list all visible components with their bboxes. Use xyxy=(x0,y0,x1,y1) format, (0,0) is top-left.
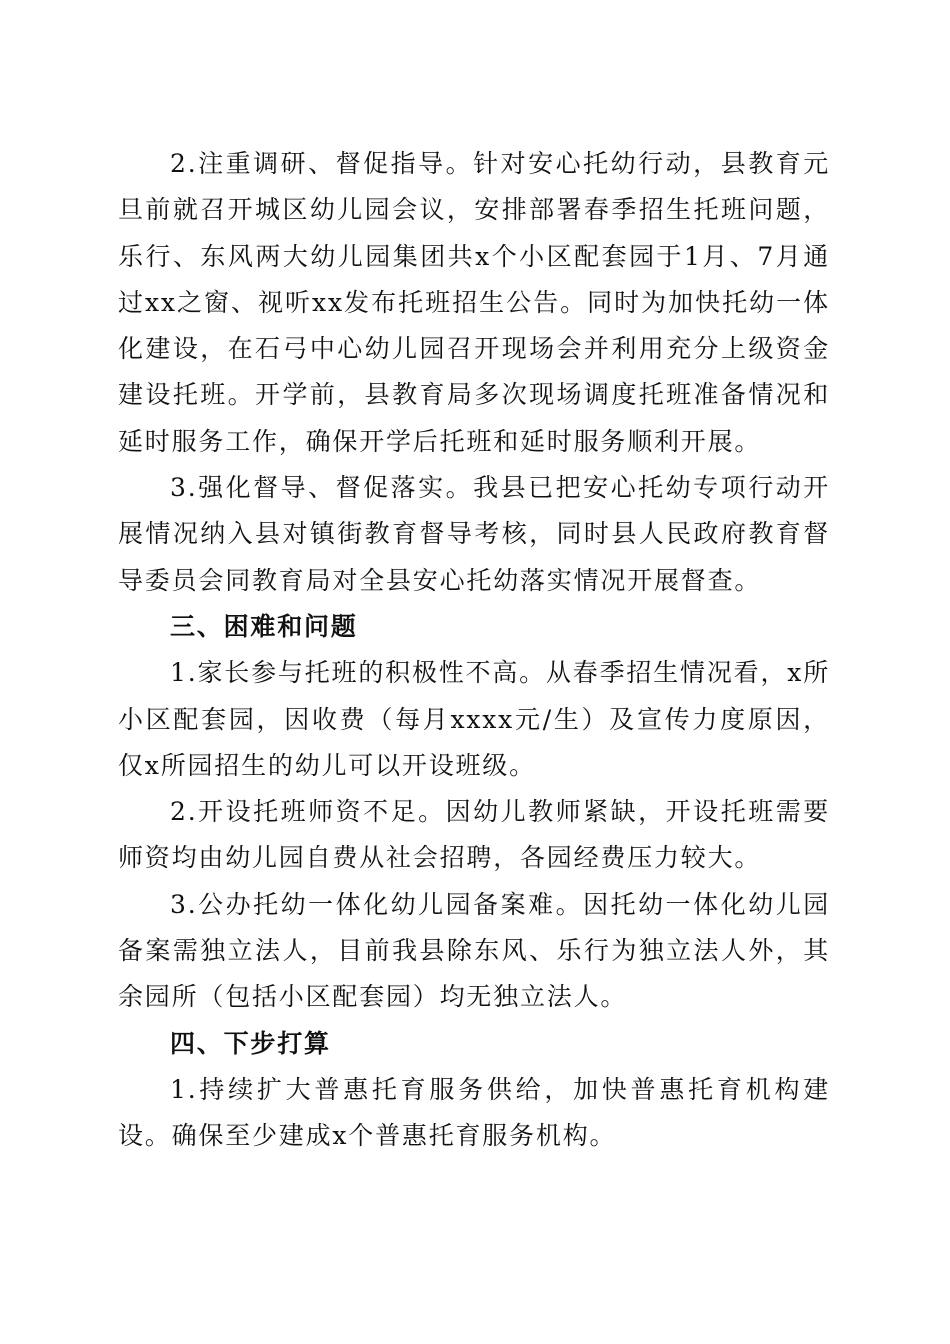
paragraph-teacher-shortage: 2.开设托班师资不足。因幼儿教师紧缺，开设托班需要师资均由幼儿园自费从社会招聘，各园经费压力较大。 xyxy=(118,797,830,873)
paragraph-expand-supply: 1.持续扩大普惠托育服务供给，加快普惠托育机构建设。确保至少建成x个普惠托育服务机构。 xyxy=(118,1074,830,1151)
paragraph-parent-participation: 1.家长参与托班的积极性不高。从春季招生情况看，x所小区配套园，因收费（每月xxxx元/生）及宣传力度原因，仅x所园招生的幼儿可以开设班级。 xyxy=(118,658,830,780)
paragraph-supervision: 3.强化督导、督促落实。我县已把安心托幼专项行动开展情况纳入县对镇街教育督导考核，同时县人民政府教育督导委员会同教育局对全县安心托幼落实情况开展督查。 xyxy=(118,473,830,595)
document-body xyxy=(118,141,830,1160)
paragraph-filing-difficulty: 3.公办托幼一体化幼儿园备案难。因托幼一体化幼儿园备案需独立法人，目前我县除东风、乐行为独立法人外，其余园所（包括小区配套园）均无独立法人。 xyxy=(118,889,830,1012)
section-heading-difficulties: 三、困难和问题 xyxy=(170,611,358,641)
section-heading-next-steps: 四、下步打算 xyxy=(170,1028,331,1058)
paragraph-research-guidance: 2.注重调研、督促指导。针对安心托幼行动，县教育元旦前就召开城区幼儿园会议，安排部署春季招生托班问题，乐行、东风两大幼儿园集团共x个小区配套园于1月、7月通过xx之窗、视听xx发布托班招生公告。同时为加快托幼一体化建设，在石弓中心幼儿园召开现场会并利用充分上级资金建设托班。开学前，县教育局多次现场调度托班准备情况和延时服务工作，确保开学后托班和延时服务顺利开展。 xyxy=(118,149,830,456)
